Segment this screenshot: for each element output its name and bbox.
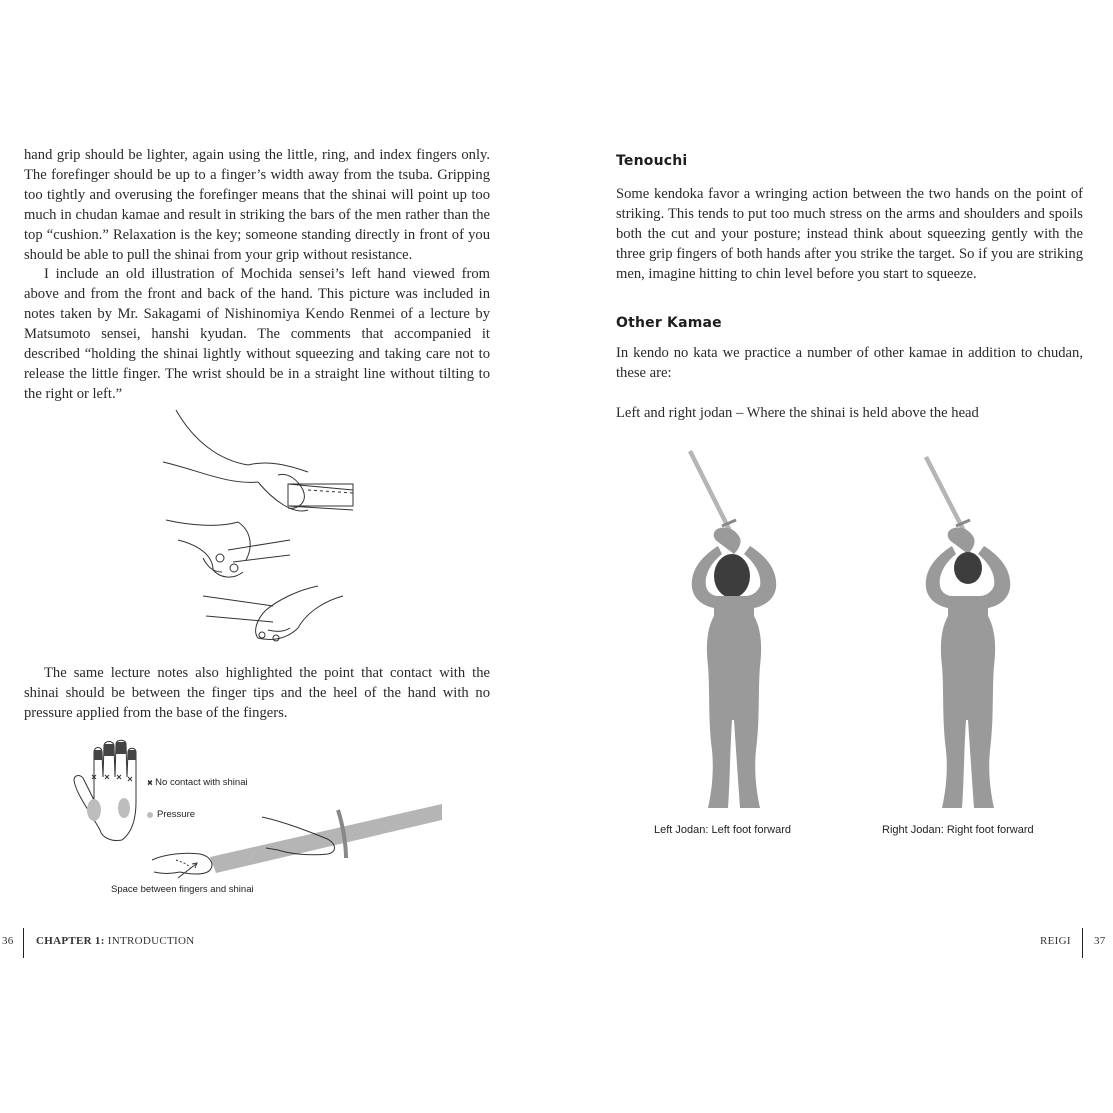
right-paragraph-3: Left and right jodan – Where the shinai is held above the head (616, 405, 979, 421)
right-paragraph-1: Some kendoka favor a wringing action between the two hands on the point of striking. This tends to put too much stress on the arms and shoulders and spoils both the cut and your posture; instead think about squeezing gently with the three grip fingers of both hands after you strike the target. So if you are striking men, imagine hitting to chin level before you start to squeeze. (616, 186, 1083, 282)
caption-right-jodan: Right Jodan: Right foot forward (882, 824, 1034, 836)
heading-other-kamae: Other Kamae (616, 315, 722, 331)
left-running-head (36, 935, 194, 947)
heading-tenouchi: Tenouchi (616, 153, 688, 169)
chapter-label: CHAPTER 1: (36, 935, 105, 947)
right-page-number: 37 (1094, 935, 1106, 947)
left-paragraph-1: hand grip should be lighter, again using the little, ring, and index fingers only. The forefinger should be up to a finger’s width away from the tsuba. Gripping too tightly and overusing the forefinger means that the shinai will point up too much in chudan kamae and result in striking the bars of the men rather than the top “cushion.” Relaxation is the key; someone standing directly in front of you should be able to pull the shinai from your grip without resistance. (24, 147, 490, 263)
left-text-block-1 (24, 146, 490, 405)
right-paragraph-2: In kendo no kata we practice a number of other kamae in addition to chudan, these are: (616, 345, 1083, 381)
right-text-block-1 (616, 185, 1083, 285)
mochida-hand-illustration (158, 410, 358, 650)
right-running-head: REIGI (1040, 935, 1071, 947)
left-jodan-figure (684, 450, 784, 814)
right-page (556, 0, 1113, 1113)
left-page (0, 0, 556, 1113)
legend-space: Space between fingers and shinai (111, 884, 254, 895)
left-paragraph-2: I include an old illustration of Mochida sensei’s left hand viewed from above and from the front and back of the hand. This picture was included in notes taken by Mr. Sakagami of Nishinomiya Kendo Renmei of a lecture by Matsumoto sensei, hanshi kyudan. The comments that accompanied it described “holding the shinai lightly without squeezing and taking care not to release the little finger. The wrist should be in a straight line without tilting to the right or left.” (24, 266, 490, 402)
right-text-block-3 (616, 404, 1083, 424)
caption-left-jodan: Left Jodan: Left foot forward (654, 824, 791, 836)
legend-no-contact: × No contact with shinai (147, 777, 248, 788)
chapter-title: INTRODUCTION (104, 935, 195, 947)
left-text-block-2 (24, 664, 490, 724)
legend-pressure: Pressure (157, 809, 196, 820)
right-text-block-2 (616, 344, 1083, 384)
right-footer-rule (1082, 928, 1083, 958)
right-jodan-figure (918, 450, 1018, 814)
left-paragraph-3: The same lecture notes also highlighted the point that contact with the shinai should be between the finger tips and the heel of the hand with no pressure applied from the base of the fingers. (24, 665, 490, 721)
left-footer-rule (23, 928, 24, 958)
left-page-number: 36 (2, 935, 14, 947)
hand-contact-diagram (70, 742, 450, 892)
